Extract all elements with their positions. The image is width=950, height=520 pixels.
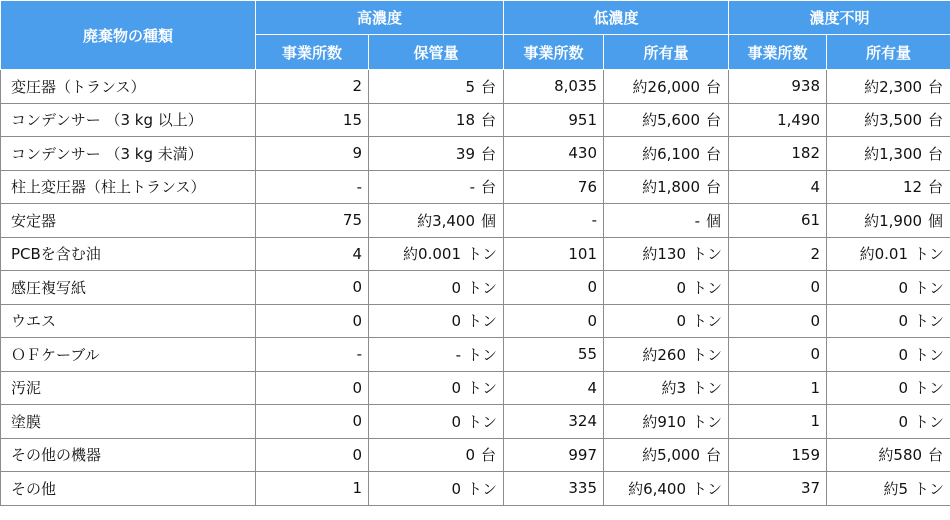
cell-value: - [694, 211, 701, 230]
cell-unit: 台 [481, 111, 497, 130]
cell-value: 約3,400 [417, 211, 476, 230]
cell-value: 約260 [642, 345, 687, 364]
cell-unit: トン [692, 278, 723, 297]
cell-value: 8,035 [554, 77, 598, 96]
value-cell [729, 103, 827, 137]
low-concentration-header: 低濃度 [504, 1, 729, 35]
cell-value: 0 [451, 278, 461, 297]
waste-type-cell: 感圧複写紙 [1, 271, 256, 305]
cell-value: - [591, 211, 598, 230]
cell-value: 4 [587, 378, 598, 397]
cell-value: 5 [465, 77, 476, 96]
cell-value: 約5,000 [642, 446, 701, 465]
cell-unit: 台 [928, 144, 944, 163]
value-cell [604, 338, 729, 372]
cell-unit: トン [914, 479, 945, 498]
cell-unit: トン [692, 312, 723, 331]
cell-unit: トン [914, 412, 945, 431]
cell-value: 約130 [642, 245, 687, 264]
cell-value: 4 [810, 177, 821, 196]
value-cell [504, 170, 604, 204]
value-cell [827, 137, 950, 171]
table-row [1, 304, 950, 338]
cell-value: 0 [352, 378, 362, 397]
value-cell [604, 371, 729, 405]
value-cell [729, 271, 827, 305]
cell-unit: 個 [928, 211, 944, 230]
cell-value: 0 [352, 278, 362, 297]
cell-unit: トン [692, 245, 723, 264]
cell-unit: 台 [928, 111, 944, 130]
cell-value: 約6,100 [642, 144, 701, 163]
cell-value: 324 [568, 412, 598, 431]
table-row [1, 271, 950, 305]
high-concentration-header: 高濃度 [256, 1, 504, 35]
value-cell [827, 103, 950, 137]
cell-value: 2 [810, 244, 821, 263]
cell-value: 101 [568, 244, 598, 263]
value-cell [504, 237, 604, 271]
value-cell [369, 472, 504, 506]
value-cell [369, 170, 504, 204]
value-cell [369, 338, 504, 372]
cell-value: 約1,900 [864, 211, 923, 230]
waste-type-cell: 変圧器（トランス） [1, 70, 256, 104]
value-cell [827, 204, 950, 238]
cell-value: 75 [342, 211, 362, 230]
waste-type-cell: 汚泥 [1, 371, 256, 405]
value-cell [729, 137, 827, 171]
value-cell [827, 338, 950, 372]
value-cell [504, 204, 604, 238]
cell-value: 159 [791, 445, 821, 464]
cell-value: 0 [587, 278, 598, 297]
value-cell [256, 70, 369, 104]
cell-value: 997 [568, 445, 598, 464]
value-cell [604, 103, 729, 137]
value-cell [729, 70, 827, 104]
cell-value: 約2,300 [864, 77, 923, 96]
table-row [1, 170, 950, 204]
cell-unit: トン [692, 345, 723, 364]
cell-value: - [455, 345, 461, 364]
cell-unit: 台 [481, 77, 497, 96]
table-row [1, 472, 950, 506]
cell-value: 182 [791, 144, 821, 163]
value-cell [369, 371, 504, 405]
table-row [1, 103, 950, 137]
cell-value: 1,490 [777, 110, 821, 129]
value-cell [604, 405, 729, 439]
cell-value: - [356, 345, 362, 364]
value-cell [504, 405, 604, 439]
table-row [1, 137, 950, 171]
unknown-sites-header: 事業所数 [729, 35, 827, 70]
value-cell [504, 271, 604, 305]
cell-value: 15 [342, 110, 362, 129]
cell-value: 約0.01 [859, 245, 909, 264]
cell-unit: トン [467, 278, 498, 297]
cell-value: 2 [352, 77, 362, 96]
cell-value: - [356, 177, 362, 196]
value-cell [729, 304, 827, 338]
cell-value: 0 [676, 312, 687, 331]
cell-unit: トン [914, 312, 945, 331]
cell-value: 0 [465, 446, 476, 465]
cell-value: 約3 [661, 379, 687, 398]
cell-unit: 台 [481, 446, 497, 465]
unknown-holding-header: 所有量 [827, 35, 950, 70]
value-cell [256, 338, 369, 372]
cell-value: 9 [352, 144, 362, 163]
cell-value: 約26,000 [632, 77, 701, 96]
cell-value: 約1,800 [642, 178, 701, 197]
value-cell [256, 170, 369, 204]
value-cell [604, 472, 729, 506]
value-cell [827, 472, 950, 506]
waste-type-cell: その他の機器 [1, 438, 256, 472]
table-body [1, 70, 950, 506]
unknown-concentration-header: 濃度不明 [729, 1, 950, 35]
value-cell [369, 103, 504, 137]
table-row [1, 371, 950, 405]
cell-unit: 台 [928, 446, 944, 465]
table-row [1, 70, 950, 104]
value-cell [827, 237, 950, 271]
cell-value: 0 [810, 345, 821, 364]
value-cell [369, 304, 504, 338]
cell-value: 0 [898, 345, 909, 364]
value-cell [729, 170, 827, 204]
value-cell [604, 70, 729, 104]
cell-value: 0 [451, 412, 461, 431]
cell-value: 0 [898, 379, 909, 398]
value-cell [827, 271, 950, 305]
value-cell [369, 204, 504, 238]
value-cell [729, 405, 827, 439]
value-cell [369, 405, 504, 439]
waste-type-cell: 安定器 [1, 204, 256, 238]
value-cell [827, 170, 950, 204]
waste-type-cell: コンデンサー （3 kg 未満） [1, 137, 256, 171]
value-cell [604, 237, 729, 271]
cell-unit: トン [467, 479, 498, 498]
cell-value: 0 [352, 311, 362, 330]
cell-unit: 台 [481, 178, 497, 197]
table-row [1, 237, 950, 271]
value-cell [604, 304, 729, 338]
cell-unit: 台 [928, 178, 944, 197]
value-cell [256, 405, 369, 439]
cell-value: 76 [577, 177, 598, 196]
cell-value: 0 [587, 311, 598, 330]
cell-value: 0 [352, 412, 362, 431]
cell-unit: 台 [481, 144, 497, 163]
waste-type-cell: ウエス [1, 304, 256, 338]
value-cell [369, 70, 504, 104]
cell-value: 約5 [883, 479, 909, 498]
value-cell [504, 438, 604, 472]
waste-type-cell: 塗膜 [1, 405, 256, 439]
waste-type-cell: コンデンサー （3 kg 以上） [1, 103, 256, 137]
cell-unit: 台 [928, 77, 944, 96]
cell-value: 430 [568, 144, 598, 163]
value-cell [604, 271, 729, 305]
waste-type-cell: ＯＦケーブル [1, 338, 256, 372]
value-cell [504, 472, 604, 506]
cell-value: 18 [455, 111, 476, 130]
cell-value: 4 [352, 244, 362, 263]
cell-value: 約580 [878, 446, 923, 465]
cell-value: 0 [451, 479, 461, 498]
value-cell [504, 70, 604, 104]
waste-type-cell: 柱上変圧器（柱上トランス） [1, 170, 256, 204]
waste-type-cell: PCBを含む油 [1, 237, 256, 271]
cell-value: 約6,400 [628, 479, 687, 498]
cell-unit: トン [467, 245, 498, 264]
table-row [1, 338, 950, 372]
cell-value: 1 [352, 479, 362, 498]
cell-unit: トン [914, 278, 945, 297]
cell-unit: トン [467, 312, 498, 331]
value-cell [827, 70, 950, 104]
cell-unit: トン [467, 412, 498, 431]
low-sites-header: 事業所数 [504, 35, 604, 70]
value-cell [369, 237, 504, 271]
cell-unit: 台 [706, 111, 722, 130]
value-cell [827, 438, 950, 472]
value-cell [256, 271, 369, 305]
value-cell [729, 338, 827, 372]
table-row [1, 438, 950, 472]
cell-value: 0 [451, 379, 461, 398]
value-cell [369, 137, 504, 171]
value-cell [729, 438, 827, 472]
cell-value: 約1,300 [864, 144, 923, 163]
waste-type-header: 廃棄物の種類 [1, 1, 256, 70]
value-cell [827, 405, 950, 439]
cell-value: 61 [800, 211, 821, 230]
cell-unit: 台 [706, 178, 722, 197]
cell-value: 335 [568, 479, 598, 498]
cell-unit: トン [692, 379, 723, 398]
cell-unit: 台 [706, 144, 722, 163]
cell-unit: 個 [706, 211, 722, 230]
value-cell [369, 271, 504, 305]
value-cell [504, 103, 604, 137]
cell-unit: トン [914, 345, 945, 364]
cell-value: 12 [902, 178, 923, 197]
cell-value: 39 [455, 144, 476, 163]
value-cell [729, 204, 827, 238]
cell-unit: 個 [481, 211, 497, 230]
cell-unit: トン [692, 412, 723, 431]
cell-value: 0 [810, 311, 821, 330]
value-cell [504, 338, 604, 372]
cell-value: 1 [810, 412, 821, 431]
cell-value: 約3,500 [864, 111, 923, 130]
cell-value: 1 [810, 378, 821, 397]
value-cell [256, 103, 369, 137]
cell-value: 0 [352, 445, 362, 464]
cell-unit: トン [914, 379, 945, 398]
value-cell [504, 137, 604, 171]
value-cell [256, 438, 369, 472]
cell-value: 約910 [642, 412, 687, 431]
cell-value: 約5,600 [642, 111, 701, 130]
cell-value: 0 [898, 278, 909, 297]
table-row [1, 405, 950, 439]
table-row [1, 204, 950, 238]
cell-unit: トン [914, 245, 945, 264]
value-cell [504, 304, 604, 338]
value-cell [604, 438, 729, 472]
cell-value: 0 [451, 312, 461, 331]
cell-value: 951 [568, 110, 598, 129]
cell-unit: 台 [706, 446, 722, 465]
cell-value: 938 [791, 77, 821, 96]
value-cell [256, 304, 369, 338]
value-cell [369, 438, 504, 472]
value-cell [827, 304, 950, 338]
value-cell [256, 472, 369, 506]
value-cell [827, 371, 950, 405]
value-cell [256, 137, 369, 171]
value-cell [604, 170, 729, 204]
cell-unit: トン [692, 479, 723, 498]
cell-value: 0 [898, 412, 909, 431]
cell-unit: 台 [706, 77, 722, 96]
value-cell [256, 204, 369, 238]
cell-value: 約0.001 [403, 245, 461, 264]
value-cell [729, 472, 827, 506]
high-sites-header: 事業所数 [256, 35, 369, 70]
cell-value: 0 [898, 312, 909, 331]
value-cell [604, 137, 729, 171]
value-cell [256, 371, 369, 405]
value-cell [729, 237, 827, 271]
cell-value: - [469, 178, 476, 197]
value-cell [729, 371, 827, 405]
cell-unit: トン [467, 345, 498, 364]
cell-unit: トン [467, 379, 498, 398]
cell-value: 0 [810, 278, 821, 297]
waste-type-cell: その他 [1, 472, 256, 506]
value-cell [256, 237, 369, 271]
low-holding-header: 所有量 [604, 35, 729, 70]
cell-value: 0 [676, 278, 687, 297]
cell-value: 37 [800, 479, 821, 498]
value-cell [604, 204, 729, 238]
high-storage-header: 保管量 [369, 35, 504, 70]
cell-value: 55 [577, 345, 598, 364]
value-cell [504, 371, 604, 405]
